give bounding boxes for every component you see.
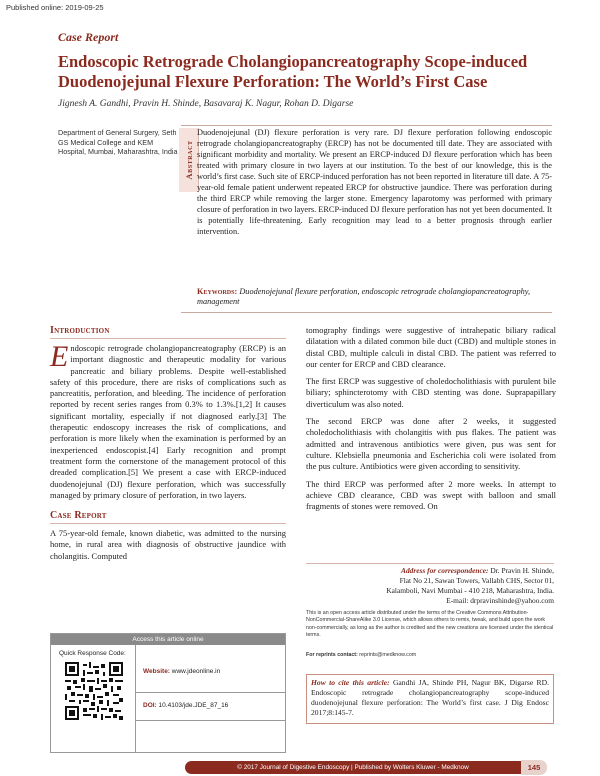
license-text: This is an open access article distributed under the terms of the Creative Commons Attribution-NonCommercial-ShareAlike 3.0 License, which allows others to remix, tweak, and build upon the work non-commercially, as long as the author is credited and the new creations are licensed under the identical terms. bbox=[306, 610, 554, 639]
abstract-label: Abstract bbox=[183, 140, 194, 180]
heading-rule bbox=[50, 523, 286, 524]
keywords-label: Keywords: bbox=[197, 287, 238, 296]
paragraph: tomography findings were suggestive of intrahepatic biliary radical dilatation with a dilated common bile duct (CBD) and multiple stones in distal CBD, multiple calculi in distal CBD. The patient was referred to our center for ERCP and CBD clearance. bbox=[306, 325, 556, 369]
article-title: Endoscopic Retrograde Cholangiopancreatography Scope-induced Duodenojejunal Flexure Perforation: The World’s First Case bbox=[58, 52, 528, 91]
abstract-tab bbox=[179, 128, 199, 192]
qr-code-icon[interactable] bbox=[65, 662, 123, 720]
access-divider bbox=[135, 645, 136, 753]
introduction-text bbox=[50, 340, 286, 501]
footer-text: © 2017 Journal of Digestive Endoscopy | Published by Wolters Kluwer - Medknow bbox=[185, 761, 521, 774]
page-number: 145 bbox=[521, 760, 547, 775]
correspondence-rule bbox=[306, 563, 554, 564]
doi-link[interactable]: 10.4103/jde.JDE_87_16 bbox=[158, 702, 229, 709]
correspondence-email: E-mail: drpravinshinde@yahoo.com bbox=[446, 596, 554, 605]
case-report-heading: Case Report bbox=[50, 510, 107, 522]
cite-label: How to cite this article: bbox=[311, 678, 390, 687]
published-date: Published online: 2019-09-25 bbox=[6, 3, 104, 12]
right-column bbox=[306, 325, 556, 518]
case-report-text: A 75-year-old female, known diabetic, was admitted to the nursing home, in rural area with diagnosis of obstructive jaundice with cholangitis. Computed bbox=[50, 528, 286, 561]
access-box bbox=[50, 633, 286, 753]
website-link[interactable]: www.jdeonline.in bbox=[171, 668, 221, 675]
reprints bbox=[306, 652, 554, 658]
section-label: Case Report bbox=[58, 30, 119, 44]
cite-text: Gandhi JA, Shinde PH, Nagur BK, Digarse RD. Endoscopic retrograde cholangiopancreatography scope-induced duodenojejunal flexure perforation: The World’s first case. J Dig Endosc 2017;8:145-7. bbox=[311, 678, 549, 717]
drop-cap: E bbox=[50, 340, 69, 373]
reprints-label: For reprints contact: bbox=[306, 652, 358, 658]
reprints-email: reprints@medknow.com bbox=[359, 652, 417, 658]
paragraph: The first ERCP was suggestive of choledocholithiasis with purulent bile biliary; sphincterotomy with CBD stenting was done. Suprapapillary diverticulum was also noted. bbox=[306, 376, 556, 409]
doi-row bbox=[143, 702, 228, 709]
doi-label: DOI: bbox=[143, 702, 157, 709]
paragraph: The third ERCP was performed after 2 more weeks. In attempt to achieve CBD clearance, CBD was swept with balloon and small fragments of stones were removed. On bbox=[306, 478, 556, 512]
access-row-divider bbox=[136, 720, 286, 721]
website-row bbox=[143, 668, 220, 675]
correspondence-label: Address for correspondence: bbox=[401, 566, 489, 575]
abstract-divider bbox=[181, 312, 552, 313]
cite-box bbox=[306, 674, 554, 724]
introduction-heading: Introduction bbox=[50, 325, 110, 336]
website-label: Website: bbox=[143, 668, 170, 675]
access-title: Access this article online bbox=[51, 634, 285, 645]
abstract-text: Duodenojejunal (DJ) flexure perforation is very rare. DJ flexure perforation following endoscopic retrograde cholangiopancreatography (ERCP) has not be documented till date. They are associated with significant morbidity and mortality. We present an ERCP-induced DJ flexure perforation which has been treated with primary closure in two layers at our institution. To the best of our knowledge, this is the world’s first case. Such site of ERCP-induced perforation has not been reported in literature till date. A 75-year-old female patient underwent repeated ERCP for obstructive jaundice. There was perforation during the third ERCP while removing the larger stone. Emergency laparotomy was performed with primary closure of perforation in two layers. ERCP-induced DJ flexure perforation has not yet been documented. It is potentially life-threatening. Early recognition may lead to a better prognosis through earlier intervention. bbox=[197, 128, 552, 236]
qr-label: Quick Response Code: bbox=[59, 650, 126, 657]
author-list: Jignesh A. Gandhi, Pravin H. Shinde, Basavaraj K. Nagur, Rohan D. Digarse bbox=[58, 99, 354, 109]
introduction-body: ndoscopic retrograde cholangiopancreatography (ERCP) is an important diagnostic and therapeutic modality for various pancreatic and biliary problems. Despite well-established safety of this procedure, there are risks of complications such as pancreatitis, perforation, and bleeding. The incidence of perforation reported by recent series ranges from 0.3% to 1.3%.[1,2] It causes significant mortality, especially if not diagnosed early.[3] The therapeutic endoscopy increases the risk of complications, and perforation is more likely when the examination is performed by an inexperienced endoscopist.[4] Early recognition and prompt treatment form the cornerstone of the management protocol of this dreaded complication.[5] We present a case with ERCP-induced duodenojejunal (DJ) flexure perforation, which was successfully managed by primary closure of perforation, in two layers. bbox=[50, 343, 286, 500]
correspondence-line: Flat No 21, Sawan Towers, Vallabh CHS, Sector 01, bbox=[399, 576, 554, 585]
correspondence-name: Dr. Pravin H. Shinde, bbox=[490, 566, 554, 575]
heading-rule bbox=[50, 338, 286, 339]
keywords bbox=[197, 287, 552, 308]
correspondence-line: Kalamboli, Navi Mumbai - 410 218, Maharashtra, India. bbox=[386, 586, 554, 595]
page-footer bbox=[0, 760, 600, 776]
left-column bbox=[50, 325, 286, 562]
keywords-text: Duodenojejunal flexure perforation, endoscopic retrograde cholangiopancreatography, management bbox=[197, 287, 531, 307]
correspondence bbox=[306, 566, 554, 606]
affiliation: Department of General Surgery, Seth GS Medical College and KEM Hospital, Mumbai, Maharashtra, India bbox=[58, 128, 178, 157]
access-row-divider bbox=[136, 692, 286, 693]
paragraph: The second ERCP was done after 2 weeks, it suggested choledocholithiasis with cholangitis with pus flakes. The patient was admitted and intravenous antibiotics were given, pus was sent for culture. Klebsiella pneumonia and Escherichia coli were isolated from the pus culture. Antibiotics were given according to sensitivity. bbox=[306, 416, 556, 472]
